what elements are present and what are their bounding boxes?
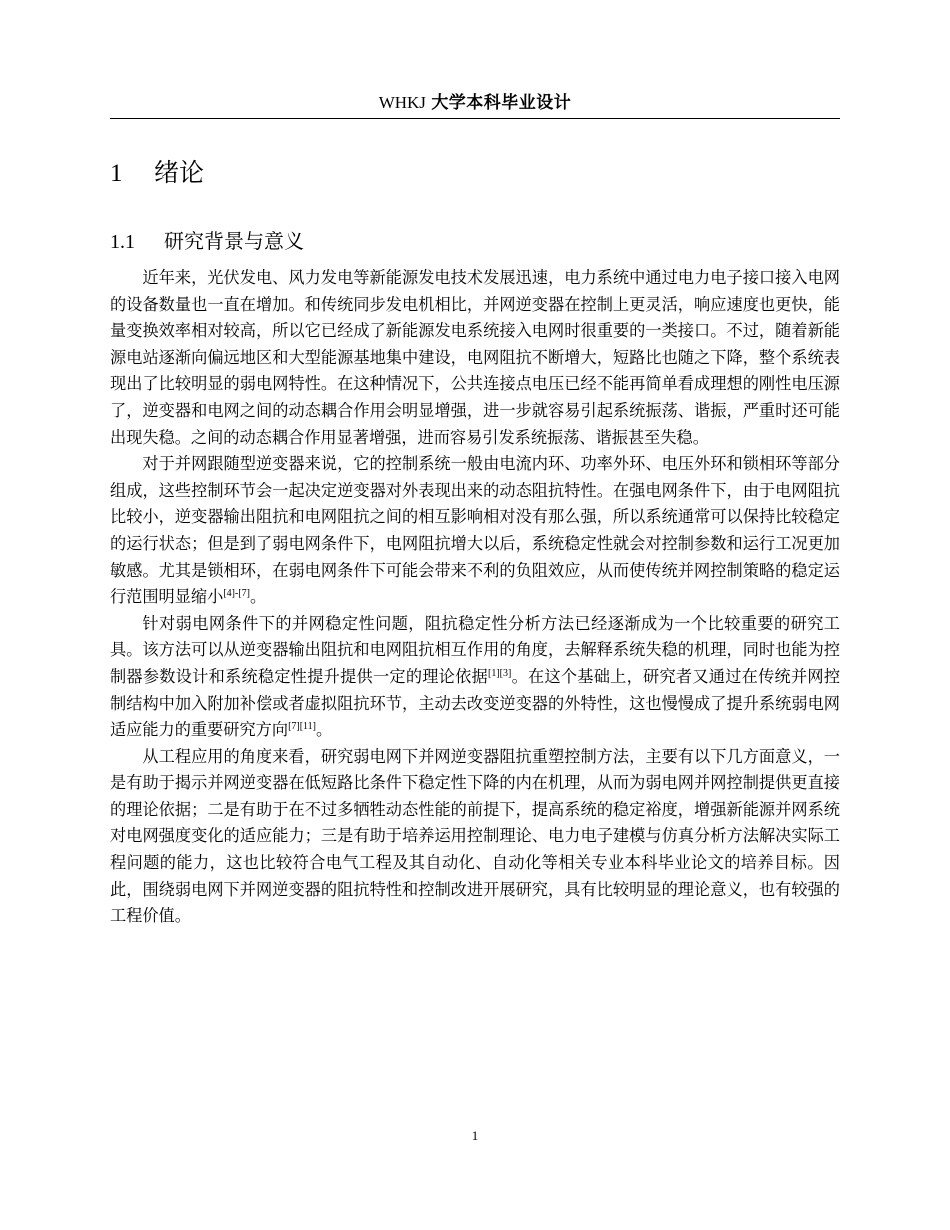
citation: [4]-[7]	[223, 588, 250, 600]
section-number: 1.1	[110, 231, 135, 253]
paragraph-4	[110, 744, 840, 930]
chapter-number: 1	[110, 160, 123, 187]
header-latin: WHKJ	[378, 93, 426, 112]
citation: [7][11]	[288, 721, 317, 733]
paragraph-3-text: 针对弱电网条件下的并网稳定性问题，阻抗稳定性分析方法已经逐渐成为一个比较重要的研究工具。该方法可以从逆变器输出阻抗和电网阻抗相互作用的角度，去解释系统失稳的机理，同时也能为控制器参数设计和系统稳定性提升提供一定的理论依据	[110, 613, 840, 686]
paragraph-2-tail: 。	[249, 587, 267, 607]
paragraph-3-tail: 。	[316, 720, 333, 740]
chapter-title: 绪论	[154, 158, 205, 187]
paragraph-3-mid: 。在这个基础上，研究者又通过在传统并网控制结构中加入附加补偿或者虚拟阻抗环节，主动去改变逆变器的外特性，这也慢慢成了提升系统弱电网适应能力的重要研究方向	[110, 666, 841, 740]
paragraph-2-text: 对于并网跟随型逆变器来说，它的控制系统一般由电流内环、功率外环、电压外环和锁相环等部分组成，这些控制环节会一起决定逆变器对外表现出来的动态阻抗特性。在强电网条件下，由于电网阻抗比较小，逆变器输出阻抗和电网阻抗之间的相互影响相对没有那么强，所以系统通常可以保持比较稳定的运行状态；但是到了弱电网条件下，电网阻抗增大以后，系统稳定性就会对控制参数和运行工况更加敏感。尤其是锁相环，在弱电网条件下可能会带来不利的负阻效应，从而使传统并网控制策略的稳定运行范围明显缩小	[110, 454, 840, 607]
section-title: 研究背景与意义	[164, 229, 304, 253]
paragraph-4-text: 从工程应用的角度来看，研究弱电网下并网逆变器阻抗重塑控制方法，主要有以下几方面意义，一是有助于揭示并网逆变器在低短路比条件下稳定性下降的内在机理，从而为弱电网并网控制提供更直接的理论依据；二是有助于在不过多牺牲动态性能的前提下，提高系统的稳定裕度，增强新能源并网系统对电网强度变化的适应能力；三是有助于培养运用控制理论、电力电子建模与仿真分析方法解决实际工程问题的能力，这也比较符合电气工程及其自动化、自动化等相关专业本科毕业论文的培养目标。因此，围绕弱电网下并网逆变器的阻抗特性和控制改进开展研究，具有比较明显的理论意义，也有较强的工程价值。	[110, 746, 840, 926]
header-rule	[110, 118, 840, 119]
paragraph-2	[110, 451, 840, 611]
citation: [1][3]	[488, 667, 512, 679]
body-text	[110, 265, 840, 930]
paragraph-1-text: 近年来，光伏发电、风力发电等新能源发电技术发展迅速，电力系统中通过电力电子接口接入电网的设备数量也一直在增加。和传统同步发电机相比，并网逆变器在控制上更灵活，响应速度也更快，能量变换效率相对较高，所以它已经成了新能源发电系统接入电网时很重要的一类接口。不过，随着新能源电站逐渐向偏远地区和大型能源基地集中建设，电网阻抗不断增大，短路比也随之下降，整个系统表现出了比较明显的弱电网特性。在这种情况下，公共连接点电压已经不能再简单看成理想的刚性电压源了，逆变器和电网之间的动态耦合作用会明显增强，进一步就容易引起系统振荡、谐振，严重时还可能出现失稳。之间的动态耦合作用显著增强，进而容易引发系统振荡、谐振甚至失稳。	[110, 268, 840, 447]
page-number: 1	[471, 1128, 479, 1143]
paragraph-1	[110, 265, 840, 451]
paragraph-3	[110, 611, 840, 744]
chapter-heading	[110, 156, 204, 191]
page-header	[110, 92, 840, 114]
section-heading	[110, 227, 304, 256]
header-title: 大学本科毕业设计	[431, 93, 572, 113]
